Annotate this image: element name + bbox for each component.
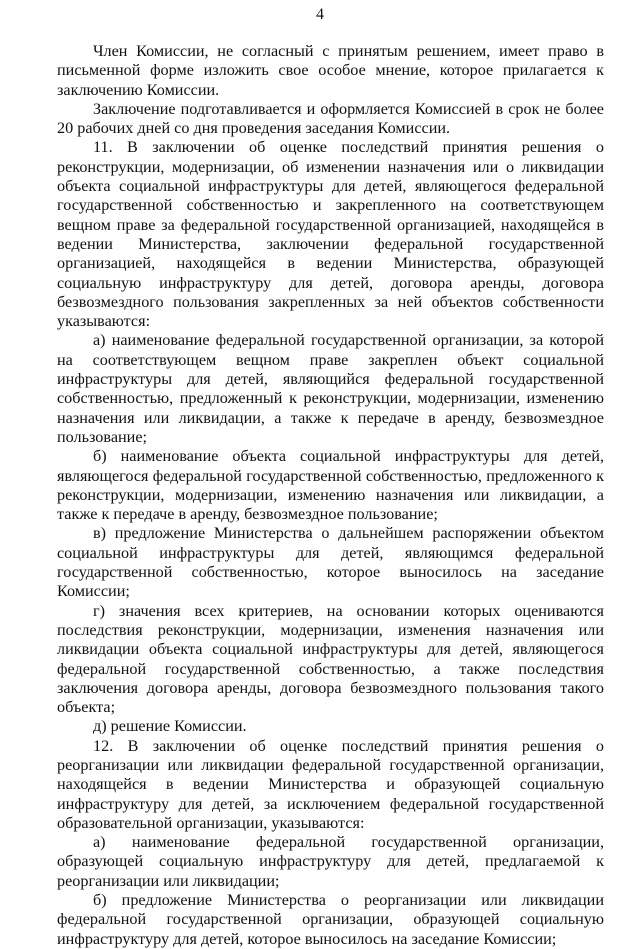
paragraph-11-a: а) наименование федеральной государственной организации, за которой на соответствующем вещном праве закреплен объект социальной инфраструктуры для детей, являющийся федеральной государственной собственностью, предложенный к реконструкции, модернизации, изменению назначения или ликвидации, а также к передаче в аренду, безвозмездное пользование; (57, 331, 604, 446)
paragraph-11-d: д) решение Комиссии. (93, 717, 247, 736)
paragraph-12-a: а) наименование федеральной государственной организации, образующей социальную инфраструктуру для детей, предлагаемой к реорганизации или ликвидации; (57, 833, 604, 890)
paragraph-11: 11. В заключении об оценке последствий принятия решения о реконструкции, модернизации, об изменении назначения или о ликвидации объекта социальной инфраструктуры для детей, являющегося федеральной государственной собственностью и закрепленного на соответствующем вещном праве за федеральной государственной организацией, находящейся в ведении Министерства, заключении федеральной государственной организацией, находящейся в ведении Министерства, образующей социальную инфраструктуру для детей, договора аренды, договора безвозмездного пользования закрепленных за ней объектов собственности указываются: (57, 138, 604, 331)
paragraph-12: 12. В заключении об оценке последствий принятия решения о реорганизации или ликвидации федеральной государственной организации, находящейся в ведении Министерства и образующей социальную инфраструктуру для детей, за исключением федеральной государственной образовательной организации, указываются: (57, 736, 604, 832)
paragraph-11-g: г) значения всех критериев, на основании которых оцениваются последствия реконструкции, модернизации, изменения назначения или ликвидации объекта социальной инфраструктуры для детей, являющегося федеральной государственной собственностью, а также последствия заключения договора аренды, договора безвозмездного пользования такого объекта; (57, 601, 604, 717)
paragraph-11-b: б) наименование объекта социальной инфраструктуры для детей, являющегося федеральной государственной собственностью, предложенного к реконструкции, модернизации, изменению назначения или ликвидации, а также к передаче в аренду, безвозмездное пользование; (57, 447, 604, 524)
paragraph-dissent: Член Комиссии, не согласный с принятым решением, имеет право в письменной форме изложить свое особое мнение, которое прилагается к заключению Комиссии. (57, 42, 604, 99)
paragraph-11-v: в) предложение Министерства о дальнейшем распоряжении объектом социальной инфраструктуры для детей, являющимся федеральной государственной собственностью, которое выносилось на заседание Комиссии; (57, 524, 604, 601)
document-body (57, 42, 604, 949)
page-number: 4 (316, 6, 324, 23)
paragraph-deadline: Заключение подготавливается и оформляется Комиссией в срок не более 20 рабочих дней со дня проведения заседания Комиссии. (57, 99, 604, 138)
paragraph-12-b: б) предложение Министерства о реорганизации или ликвидации федеральной государственной организации, образующей социальную инфраструктуру для детей, которое выносилось на заседание Комиссии; (57, 891, 604, 948)
